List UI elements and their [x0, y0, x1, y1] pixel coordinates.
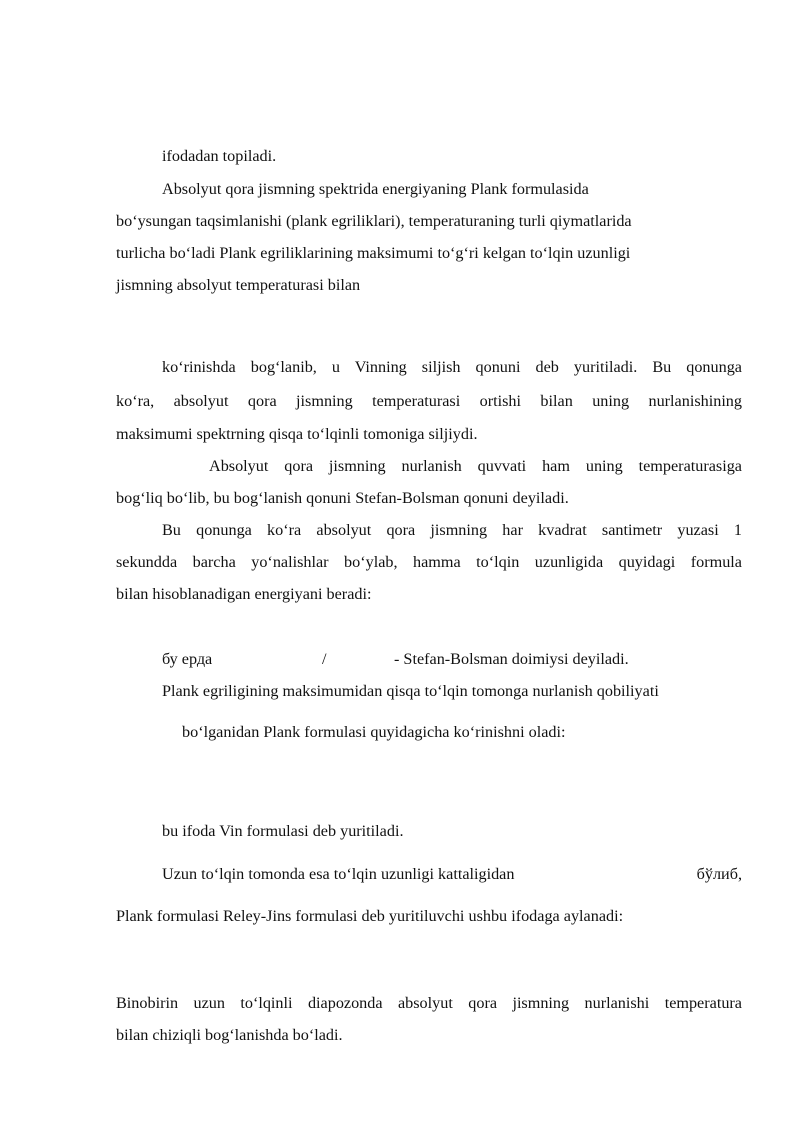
- text-line: Binobirin uzun toʻlqinli diapozonda absolyut qora jismning nurlanishi temperatura: [116, 994, 742, 1012]
- text-line: bilan chiziqli bogʻlanishda boʻladi.: [116, 1026, 343, 1044]
- text-line: boʻysungan taqsimlanishi (plank egriliklari), temperaturaning turli qiymatlarida: [116, 212, 632, 230]
- text-line: ifodadan topiladi.: [162, 147, 277, 165]
- text-line: Absolyut qora jismning spektrida energiyaning Plank formulasida: [162, 180, 589, 198]
- text-line: boʻlganidan Plank formulasi quyidagicha koʻrinishni oladi:: [182, 723, 566, 741]
- text-line: Plank formulasi Reley-Jins formulasi deb yuritiluvchi ushbu ifodaga aylanadi:: [116, 907, 624, 925]
- text-line: Bu qonunga koʻra absolyut qora jismning har kvadrat santimetr yuzasi 1: [162, 521, 742, 539]
- text-line: Absolyut qora jismning nurlanish quvvati ham uning temperaturasiga: [209, 457, 742, 475]
- text-line: turlicha boʻladi Plank egriliklarining maksimumi toʻgʻri kelgan toʻlqin uzunligi: [116, 244, 631, 262]
- text-line: bilan hisoblanadigan energiyani beradi:: [116, 585, 372, 603]
- text-fragment: /: [322, 650, 327, 668]
- text-fragment: бу ерда: [162, 650, 213, 668]
- text-line: [162, 864, 742, 884]
- text-line: Plank egriligining maksimumidan qisqa toʻlqin tomonga nurlanish qobiliyati: [162, 682, 659, 700]
- text-line: maksimumi spektrning qisqa toʻlqinli tomoniga siljiydi.: [116, 425, 478, 443]
- text-fragment: бўлиб,: [696, 865, 742, 883]
- text-line: bu ifoda Vin formulasi deb yuritiladi.: [162, 822, 404, 840]
- text-line: bogʻliq boʻlib, bu bogʻlanish qonuni Stefan-Bolsman qonuni deyiladi.: [116, 489, 569, 507]
- text-line: sekundda barcha yoʻnalishlar boʻylab, hamma toʻlqin uzunligida quyidagi formula: [116, 553, 742, 571]
- text-line: koʻrinishda bogʻlanib, u Vinning siljish qonuni deb yuritiladi. Bu qonunga: [162, 358, 742, 376]
- text-fragment: Uzun toʻlqin tomonda esa toʻlqin uzunligi kattaligidan: [162, 865, 515, 883]
- formula-note-line: [162, 649, 742, 669]
- text-fragment: - Stefan-Bolsman doimiysi deyiladi.: [394, 650, 629, 668]
- text-line: koʻra, absolyut qora jismning temperaturasi ortishi bilan uning nurlanishining: [116, 392, 742, 410]
- text-line: jismning absolyut temperaturasi bilan: [116, 276, 361, 294]
